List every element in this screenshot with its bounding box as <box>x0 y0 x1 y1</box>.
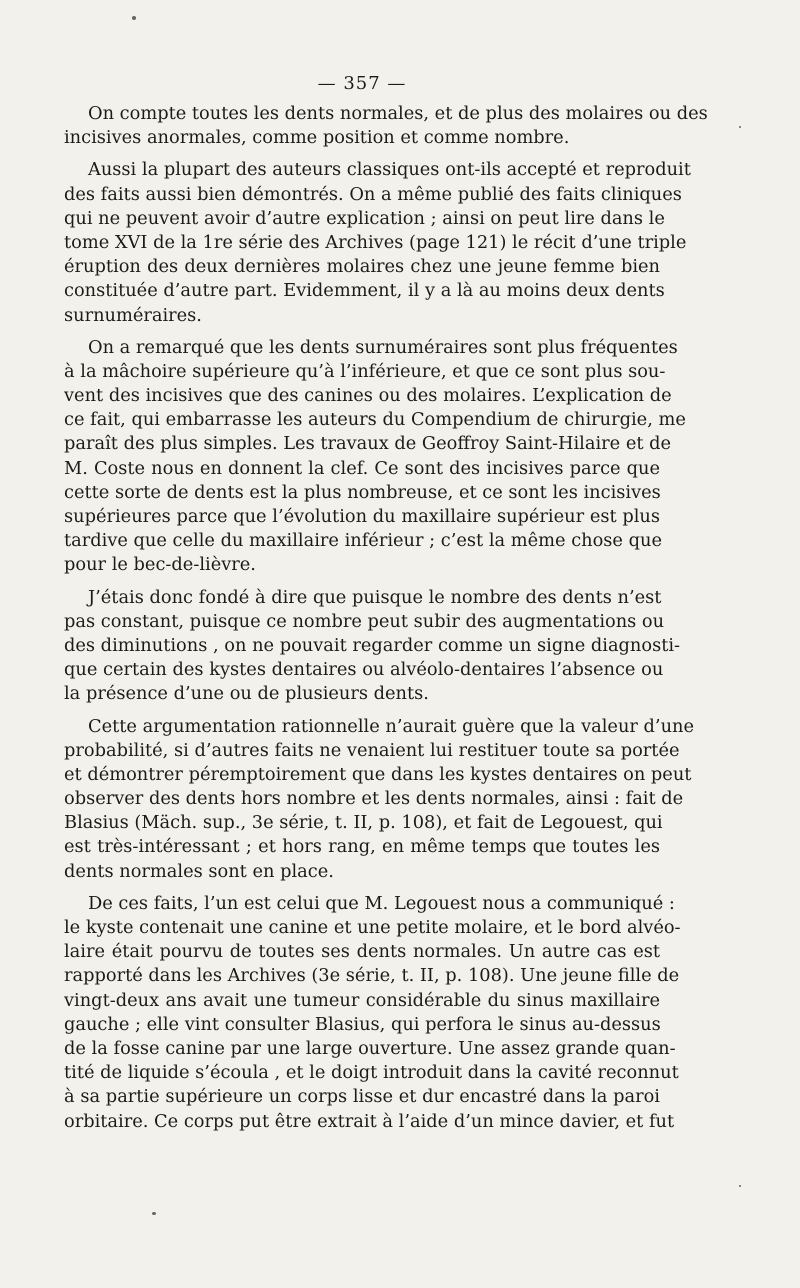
text-line: tité de liquide s’écoula , et le doigt introduit dans la cavité reconnut <box>64 1062 679 1084</box>
text-line: pas constant, puisque ce nombre peut subir des augmentations ou <box>64 610 665 632</box>
paper-speck <box>152 1212 156 1215</box>
paragraph <box>64 892 681 1134</box>
text-line: observer des dents hors nombre et les dents normales, ainsi : fait de <box>64 788 684 810</box>
text-line: de la fosse canine par une large ouverture. Une assez grande quan- <box>64 1037 676 1059</box>
text-line: constituée d’autre part. Evidemment, il y a là au moins deux dents <box>64 280 665 302</box>
page-number: — 357 — <box>317 73 407 94</box>
text-line: supérieures parce que l’évolution du maxillaire supérieur est plus <box>64 506 660 527</box>
text-line: et démontrer péremptoirement que dans les kystes dentaires on peut <box>64 763 692 785</box>
paper-speck <box>739 1185 741 1187</box>
text-line: M. Coste nous en donnent la clef. Ce sont des incisives parce que <box>64 457 660 479</box>
text-line: éruption des deux dernières molaires chez une jeune femme bien <box>64 256 660 278</box>
text-line: laire était pourvu de toutes ses dents normales. Un autre cas est <box>64 941 660 963</box>
text-line: Aussi la plupart des auteurs classiques ont-ils accepté et reproduit <box>88 159 691 181</box>
body-text <box>64 102 708 1134</box>
text-line: J’étais donc fondé à dire que puisque le nombre des dents n’est <box>88 586 662 608</box>
text-line: est très-intéressant ; et hors rang, en même temps que toutes les <box>64 836 660 858</box>
paragraph <box>64 102 708 150</box>
text-line: dents normales sont en place. <box>64 860 334 882</box>
text-line: à la mâchoire supérieure qu’à l’inférieure, et que ce sont plus sou- <box>64 360 666 382</box>
text-line: Cette argumentation rationnelle n’aurait guère que la valeur d’une <box>88 715 695 737</box>
text-line: des faits aussi bien démontrés. On a même publié des faits cliniques <box>64 183 682 205</box>
paragraph <box>64 715 695 884</box>
text-line: On a remarqué que les dents surnuméraires sont plus fréquentes <box>88 336 678 358</box>
text-line: rapporté dans les Archives (3e série, t. II, p. 108). Une jeune fille de <box>64 965 680 987</box>
text-line: à sa partie supérieure un corps lisse et dur encastré dans la paroi <box>64 1086 660 1108</box>
text-line: tome XVI de la 1re série des Archives (page 121) le récit d’une triple <box>64 231 687 253</box>
text-line: probabilité, si d’autres faits ne venaient lui restituer toute sa portée <box>64 739 680 761</box>
text-line: ce fait, qui embarrasse les auteurs du Compendium de chirurgie, me <box>64 409 686 431</box>
text-line: que certain des kystes dentaires ou alvéolo-dentaires l’absence ou <box>64 659 664 681</box>
text-line: paraît des plus simples. Les travaux de Geoffroy Saint-Hilaire et de <box>64 433 672 455</box>
paper-speck <box>739 126 741 128</box>
paragraph <box>64 158 691 327</box>
text-line: qui ne peuvent avoir d’autre explication ; ainsi on peut lire dans le <box>64 207 665 229</box>
text-line: De ces faits, l’un est celui que M. Legouest nous a communiqué : <box>88 892 675 914</box>
paragraph <box>64 586 681 707</box>
text-line: tardive que celle du maxillaire inférieur ; c’est la même chose que <box>64 530 662 552</box>
text-line: cette sorte de dents est la plus nombreuse, et ce sont les incisives <box>64 481 661 503</box>
text-line: gauche ; elle vint consulter Blasius, qui perfora le sinus au-dessus <box>64 1013 661 1035</box>
text-line: orbitaire. Ce corps put être extrait à l’aide d’un mince davier, et fut <box>64 1110 675 1132</box>
text-line: Blasius (Mäch. sup., 3e série, t. II, p. 108), et fait de Legouest, qui <box>64 812 663 834</box>
text-line: pour le bec-de-lièvre. <box>64 554 256 576</box>
text-line: le kyste contenait une canine et une petite molaire, et le bord alvéo- <box>64 917 681 938</box>
text-line: vent des incisives que des canines ou des molaires. L’explication de <box>64 385 672 407</box>
text-line: des diminutions , on ne pouvait regarder comme un signe diagnosti- <box>64 634 681 656</box>
paper-speck <box>132 16 136 20</box>
page-body <box>64 70 708 1142</box>
text-line: incisives anormales, comme position et comme nombre. <box>64 127 570 149</box>
paragraph <box>64 336 686 578</box>
text-line: On compte toutes les dents normales, et de plus des molaires ou des <box>88 103 708 124</box>
text-line: la présence d’une ou de plusieurs dents. <box>64 683 429 705</box>
text-line: surnuméraires. <box>64 304 202 326</box>
text-line: vingt-deux ans avait une tumeur considérable du sinus maxillaire <box>64 989 660 1011</box>
